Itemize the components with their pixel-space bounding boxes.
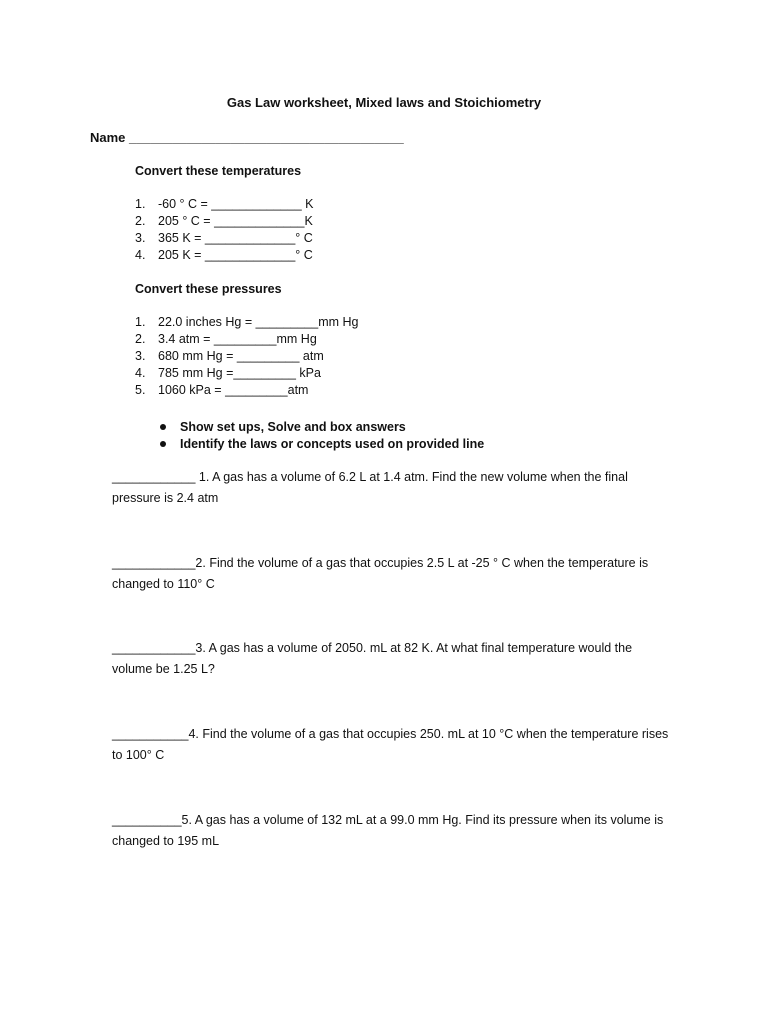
worksheet-title: Gas Law worksheet, Mixed laws and Stoichiometry xyxy=(226,95,542,110)
instruction-text: Identify the laws or concepts used on provided line xyxy=(180,436,485,451)
question-line: to 100° C xyxy=(112,748,165,762)
pressure-item-number: 1. xyxy=(135,315,146,329)
pressure-item-number: 5. xyxy=(135,383,146,397)
instruction-text: Show set ups, Solve and box answers xyxy=(180,419,406,434)
question-line: ____________ 1. A gas has a volume of 6.2 L at 1.4 atm. Find the new volume when the final xyxy=(112,470,628,484)
pressure-item: 680 mm Hg = _________ atm xyxy=(158,349,324,363)
pressure-item: 1060 kPa = _________atm xyxy=(158,383,309,397)
question-line: volume be 1.25 L? xyxy=(112,662,215,676)
question-2 xyxy=(112,553,682,595)
temp-item: 205 K = _____________° C xyxy=(158,248,313,262)
question-line: pressure is 2.4 atm xyxy=(112,491,219,505)
instruction-item xyxy=(160,435,484,452)
bullet-icon xyxy=(160,424,166,430)
temp-item: 205 ° C = _____________K xyxy=(158,214,313,228)
temp-item: -60 ° C = _____________ K xyxy=(158,197,314,211)
question-line: changed to 195 mL xyxy=(112,834,220,848)
temp-item-number: 2. xyxy=(135,214,146,228)
pressure-item: 785 mm Hg =_________ kPa xyxy=(158,366,321,380)
pressure-item-number: 2. xyxy=(135,332,146,346)
pressure-item-number: 4. xyxy=(135,366,146,380)
pressure-heading: Convert these pressures xyxy=(135,282,282,296)
bullet-icon xyxy=(160,441,166,447)
question-line: changed to 110° C xyxy=(112,577,215,591)
temp-item-number: 1. xyxy=(135,197,146,211)
instruction-item xyxy=(160,418,484,435)
temp-item-number: 3. xyxy=(135,231,146,245)
question-line: __________5. A gas has a volume of 132 mL at a 99.0 mm Hg. Find its pressure when its volume is xyxy=(112,813,664,827)
temp-item-number: 4. xyxy=(135,248,146,262)
instruction-list xyxy=(160,418,484,452)
temperature-heading: Convert these temperatures xyxy=(135,164,302,178)
question-5 xyxy=(112,810,682,852)
question-1 xyxy=(112,467,682,509)
pressure-item: 3.4 atm = _________mm Hg xyxy=(158,332,317,346)
pressure-item: 22.0 inches Hg = _________mm Hg xyxy=(158,315,359,329)
question-line: ___________4. Find the volume of a gas that occupies 250. mL at 10 °C when the temperature rises xyxy=(112,727,669,741)
question-4 xyxy=(112,724,682,766)
pressure-item-number: 3. xyxy=(135,349,146,363)
question-line: ____________2. Find the volume of a gas that occupies 2.5 L at -25 ° C when the temperature is xyxy=(112,556,649,570)
question-line: ____________3. A gas has a volume of 2050. mL at 82 K. At what final temperature would the xyxy=(112,641,633,655)
temp-item: 365 K = _____________° C xyxy=(158,231,313,245)
question-3 xyxy=(112,638,682,680)
name-line: Name ______________________________________ xyxy=(90,130,404,145)
